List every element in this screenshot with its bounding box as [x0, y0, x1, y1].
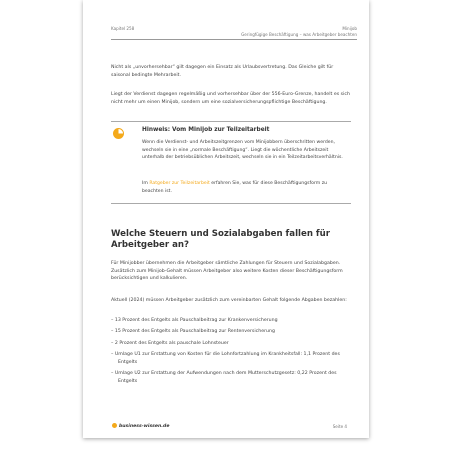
hint-title: Hinweis: Vom Minijob zur Teilzeitarbeit: [142, 127, 270, 133]
abgaben-list: [111, 317, 351, 389]
hint-link-prefix: Im: [142, 181, 148, 186]
paragraph-verdienstgrenze: Liegt der Verdienst dagegen regelmäßig und vorhersehbar über der 556-Euro-Grenze, handelt es sich nicht mehr um einen Minijob, sondern um eine sozialversicherungspflichtige Beschäftigung.: [111, 92, 350, 105]
page-number: Seite 4: [332, 424, 347, 429]
hint-link-paragraph: [142, 180, 347, 195]
header-right: [241, 26, 357, 38]
logo-dot-icon: [112, 423, 117, 428]
hint-body: Wenn die Verdienst- und Arbeitszeitgrenzen vom Minijobbern überschritten werden, wechseln sie in eine „normale Beschäftigung“. Liegt die wöchentliche Arbeitszeit unterhalb der betriebsüblichen Arbeitszeit, wechseln sie in ein Teilzeitarbeitsverhältnis.: [142, 140, 343, 160]
header-subtitle: Geringfügige Beschäftigung – was Arbeitgeber beachten: [241, 32, 357, 37]
chapter-label: Kapitel 258: [111, 26, 135, 31]
hint-divider-top: [111, 121, 351, 122]
site-logo[interactable]: [112, 423, 169, 429]
list-item: – Umlage U1 zur Erstattung von Kosten für die Lohnfortzahlung im Krankheitsfall: 1,1 Prozent des Entgelts: [111, 352, 340, 365]
header-topic: Minijob: [342, 26, 357, 31]
page-header: [111, 19, 357, 40]
paragraph-abgaben-intro: Aktuell (2024) müssen Arbeitgeber zusätzlich zum vereinbarten Gehalt folgende Abgaben bezahlen:: [111, 298, 347, 303]
list-item: – 13 Prozent des Entgelts als Pauschalbeitrag zur Krankenversicherung: [111, 318, 278, 323]
logo-text: business-wissen.de: [119, 424, 170, 429]
paragraph-urlaubsvertretung: Nicht als „unvorhersehbar“ gilt dagegen ein Einsatz als Urlaubsvertretung. Das Gleiche gilt für saisonal bedingte Mehrarbeit.: [111, 65, 334, 78]
ratgeber-teilzeitarbeit-link[interactable]: Ratgeber zur Teilzeitarbeit: [149, 181, 210, 186]
document-page: [83, 0, 369, 438]
hint-pie-icon: [113, 128, 124, 139]
hint-link-suffix: erfahren Sie, was für diese Beschäftigungsform zu beachten ist.: [142, 181, 328, 194]
hint-divider-bottom: [111, 203, 351, 204]
list-item: – Umlage U2 zur Erstattung der Aufwendungen nach dem Mutterschutzgesetz: 0,22 Prozent des Entgelts: [111, 371, 337, 384]
paragraph-arbeitgeber-zahlungen: Für Minijobber übernehmen die Arbeitgeber sämtliche Zahlungen für Steuern und Sozialabgaben. Zusätzlich zum Minijob-Gehalt müssen Arbeitgeber also weitere Kosten dieser Beschäftigungsform berücksichtigen und kalkulieren.: [111, 261, 343, 282]
list-item: – 2 Prozent des Entgelts als pauschale Lohnsteuer: [111, 340, 229, 346]
section-heading: Welche Steuern und Sozialabgaben fallen für Arbeitgeber an?: [111, 229, 331, 250]
list-item: – 15 Prozent des Entgelts als Pauschalbeitrag zur Rentenversicherung: [111, 329, 275, 335]
